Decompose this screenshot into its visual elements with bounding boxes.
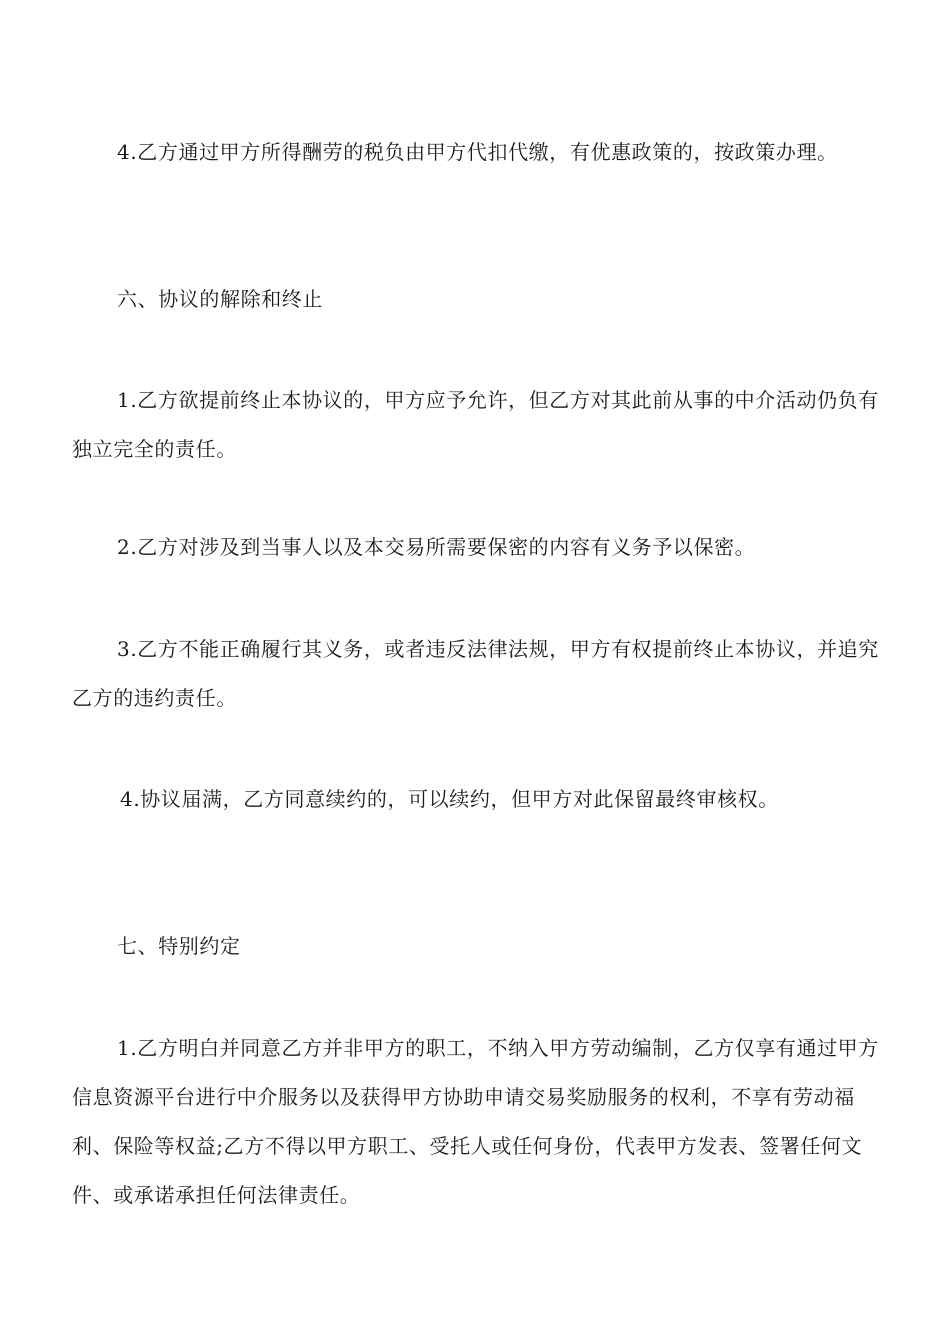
paragraph-termination-2: 2.乙方对涉及到当事人以及本交易所需要保密的内容有义务予以保密。 xyxy=(117,535,756,559)
paragraph-termination-3: 3.乙方不能正确履行其义务，或者违反法律法规，甲方有权提前终止本协议，并追究乙方的违约责任。 xyxy=(72,637,879,710)
paragraph-termination-4: 4.协议届满，乙方同意续约的，可以续约，但甲方对此保留最终审核权。 xyxy=(120,787,779,811)
paragraph-special-terms-1: 1.乙方明白并同意乙方并非甲方的职工，不纳入甲方劳动编制，乙方仅享有通过甲方信息资源平台进行中介服务以及获得甲方协助申请交易奖励服务的权利，不享有劳动福利、保险等权益;乙方不得以甲方职工、受托人或任何身份，代表甲方发表、签署任何文件、或承诺承担任何法律责任。 xyxy=(72,1036,879,1207)
section-heading-special-terms: 七、特别约定 xyxy=(117,934,241,958)
section-heading-termination: 六、协议的解除和终止 xyxy=(117,287,323,311)
paragraph-tax: 4.乙方通过甲方所得酬劳的税负由甲方代扣代缴，有优惠政策的，按政策办理。 xyxy=(117,140,838,164)
paragraph-termination-1: 1.乙方欲提前终止本协议的，甲方应予允许，但乙方对其此前从事的中介活动仍负有独立完全的责任。 xyxy=(72,388,879,461)
